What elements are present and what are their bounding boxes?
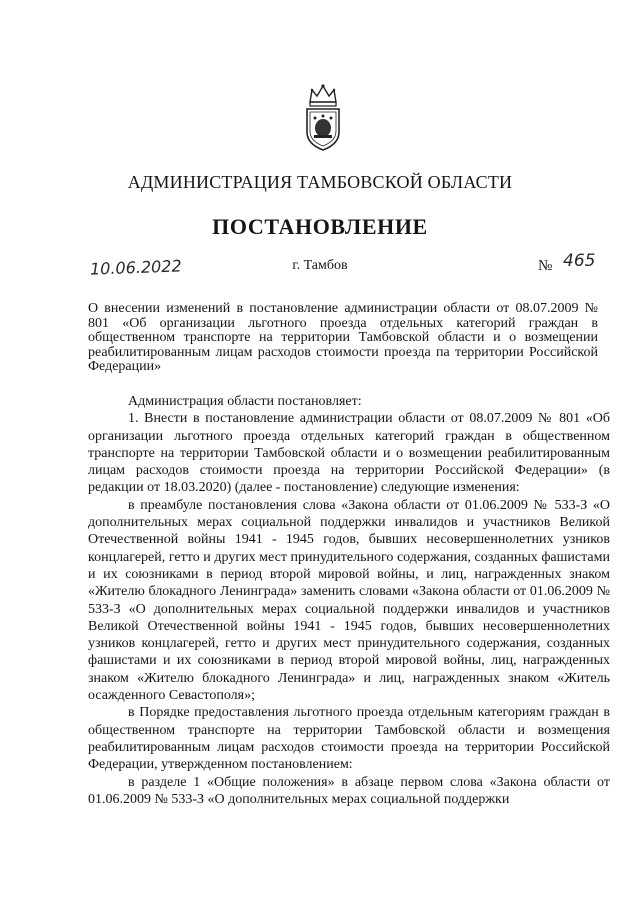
handwritten-number: 465 bbox=[563, 251, 596, 271]
document-type-title: ПОСТАНОВЛЕНИЕ bbox=[212, 214, 428, 239]
document-body bbox=[88, 393, 610, 808]
city: г. Тамбов bbox=[292, 258, 348, 273]
tambov-coat-of-arms-icon bbox=[302, 82, 344, 152]
body-paragraph: в разделе 1 «Общие положения» в абзаце первом слова «Закона области от 01.06.2009 № 533-З «О дополнительных мерах социальной поддержки bbox=[88, 774, 610, 807]
document-subject: О внесении изменений в постановление администрации области от 08.07.2009 № 801 «Об организации льготного проезда отдельных категорий граждан в общественном транспорте на территории Тамбовской области и о возмещении реабилитированным лицам расходов стоимости проезда па территории Российской Федерации» bbox=[88, 301, 598, 374]
handwritten-date: 10.06.2022 bbox=[89, 256, 182, 279]
number-label: № bbox=[538, 258, 553, 274]
organization-title: АДМИНИСТРАЦИЯ ТАМБОВСКОЙ ОБЛАСТИ bbox=[127, 172, 513, 192]
body-paragraph: в Порядке предоставления льготного проезда отдельным категориям граждан в общественном транспорте на территории Тамбовской области и возмещения реабилитированным лицам расходов стоимости проезда на территории Российской Федерации, утвержденном постановлением: bbox=[88, 705, 610, 773]
body-paragraph: Администрация области постановляет: bbox=[128, 394, 362, 409]
body-paragraph: в преамбуле постановления слова «Закона области от 01.06.2009 № 533-З «О дополнительных мерах социальной поддержки инвалидов и участников Великой Отечественной войны 1941 - 1945 годов, бывших несовершеннолетних узников концлагерей, гетто и других мест принудительного содержания, созданных фашистами и их союзниками в период второй мировой войны, и лиц, награжденных знаком «Жителю блокадного Ленинграда» заменить словами «Закона области от 01.06.2009 № 533-З «О дополнительных мерах социальной поддержки инвалидов и участников Великой Отечественной войны 1941 - 1945 годов, бывших несовершеннолетних узников концлагерей, гетто и других мест принудительного содержания, созданных фашистами и их союзниками в период второй мировой войны, лиц, награжденных знаком «Жителю блокадного Ленинграда» и лиц, награжденных знаком «Житель осажденного Севастополя»; bbox=[88, 497, 610, 704]
body-paragraph: 1. Внести в постановление администрации области от 08.07.2009 № 801 «Об организации льготного проезда отдельных категорий граждан в общественном транспорте на территории Тамбовской области и о возмещении реабилитированным лицам расходов стоимости проезда на территории Российской Федерации» (в редакции от 18.03.2020) (далее - постановление) следующие изменения: bbox=[88, 411, 610, 496]
